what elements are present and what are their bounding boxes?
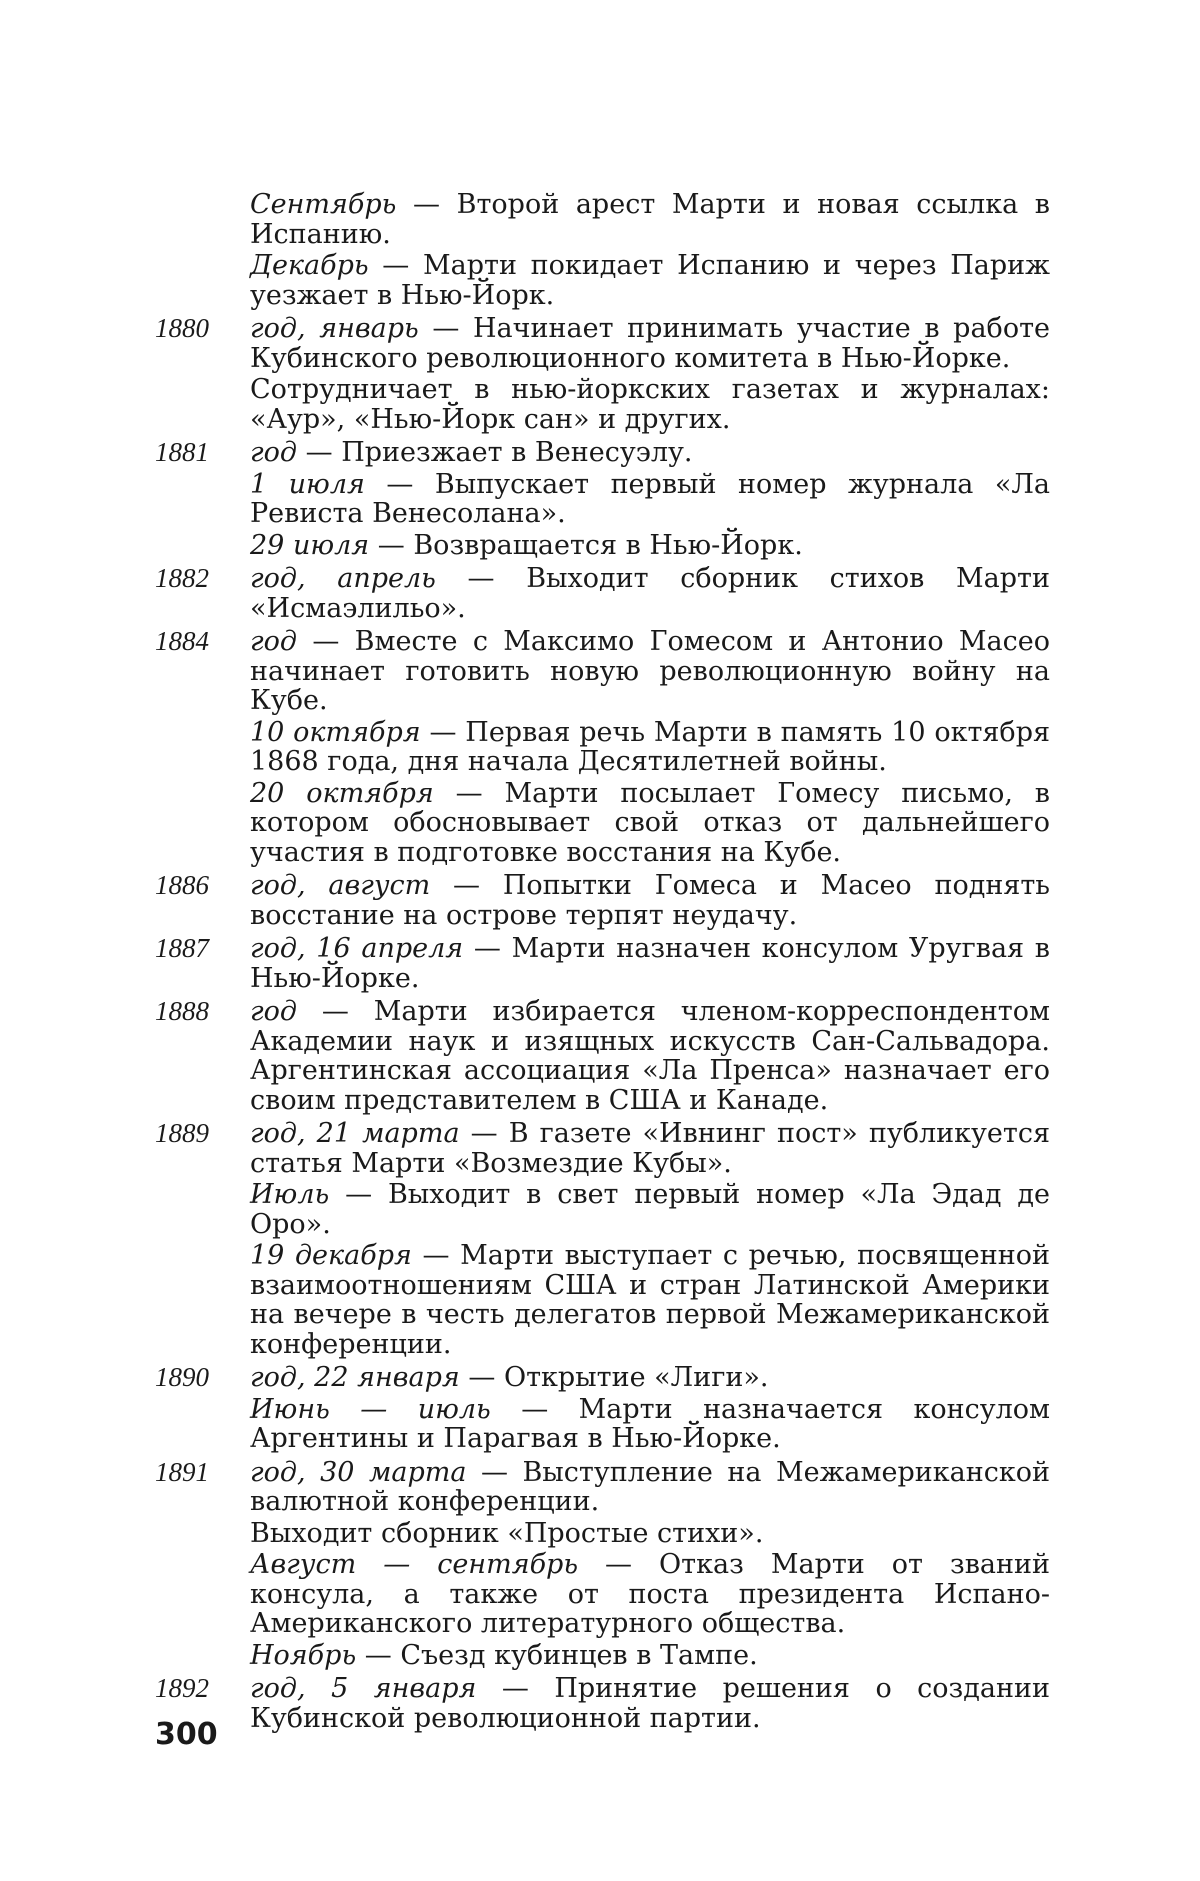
entry-paragraph: год, апрель — Выходит сборник стихов Марти «Исмаэлильо». — [250, 564, 1050, 623]
entry-text: Марти назначен консулом Уругвая в Нью-Йорке. — [250, 933, 1050, 994]
entry-paragraph: год, 30 марта — Выступление на Межамериканской валютной конференции. — [250, 1458, 1050, 1517]
entry-date: 1 июля — [250, 469, 365, 500]
entry-text: Первая речь Марти в память 10 октября 1868 года, дня начала Десятилетней войны. — [250, 717, 1050, 778]
entry-paragraph: Сентябрь — Второй арест Марти и новая ссылка в Испанию. — [250, 190, 1050, 249]
entry-paragraph: Декабрь — Марти покидает Испанию и через Париж уезжает в Нью-Йорк. — [250, 251, 1050, 310]
entry-paragraph: Июнь — июль — Марти назначается консулом Аргентины и Парагвая в Нью-Йорке. — [250, 1395, 1050, 1454]
entry-paragraph: год, 22 января — Открытие «Лиги». — [250, 1363, 1050, 1393]
entry-year: 1890 — [155, 1363, 209, 1393]
entry-date: Ноябрь — [250, 1640, 356, 1671]
entry-date: Сентябрь — [250, 189, 396, 220]
entry-text: Марти избирается членом-корреспондентом Академии наук и изящных искусств Сан-Сальвадора. Аргентинская ассоциация «Ла Пренса» назначает его своим представителем в США и Канаде. — [250, 996, 1050, 1116]
entry-paragraph: год — Приезжает в Венесуэлу. — [250, 438, 1050, 468]
entry-text: Вместе с Максимо Гомесом и Антонио Масео начинает готовить новую революционную войну на Кубе. — [250, 626, 1050, 716]
entry-paragraph — [250, 375, 1050, 434]
entry-text: Второй арест Марти и новая ссылка в Испанию. — [250, 189, 1050, 250]
entry-date: 10 октября — [250, 717, 421, 748]
entry-paragraph: год, 16 апреля — Марти назначен консулом Уругвая в Нью-Йорке. — [250, 934, 1050, 993]
entry-date: год, август — [250, 870, 430, 901]
entry-text: Выходит сборник «Простые стихи». — [250, 1518, 763, 1549]
entry-paragraph: год, 5 января — Принятие решения о создании Кубинской революционной партии. — [250, 1674, 1050, 1733]
entry-text: Марти назначается консулом Аргентины и Парагвая в Нью-Йорке. — [250, 1394, 1050, 1455]
chronology-entry — [155, 1119, 1050, 1359]
entry-paragraph: год — Вместе с Максимо Гомесом и Антонио Масео начинает готовить новую революционную войну на Кубе. — [250, 627, 1050, 716]
entry-text: В газете «Ивнинг пост» публикуется статья Марти «Возмездие Кубы». — [250, 1118, 1050, 1179]
entry-paragraph: 29 июля — Возвращается в Нью-Йорк. — [250, 531, 1050, 561]
entry-text: Принятие решения о создании Кубинской революционной партии. — [250, 1673, 1050, 1734]
entry-paragraph: 20 октября — Марти посылает Гомесу письмо, в котором обосновывает свой отказ от дальнейшего участия в подготовке восстания на Кубе. — [250, 779, 1050, 868]
entry-paragraph — [250, 1519, 1050, 1549]
entry-paragraph: 10 октября — Первая речь Марти в память 10 октября 1868 года, дня начала Десятилетней войны. — [250, 718, 1050, 777]
entry-paragraph: год, 21 марта — В газете «Ивнинг пост» публикуется статья Марти «Возмездие Кубы». — [250, 1119, 1050, 1178]
entry-date: год, 16 апреля — [250, 933, 463, 964]
chronology-entry — [155, 190, 1050, 310]
entry-year: 1882 — [155, 564, 209, 594]
entry-year: 1888 — [155, 997, 209, 1027]
chronology-entry — [155, 1363, 1050, 1454]
entry-paragraph: год, январь — Начинает принимать участие в работе Кубинского революционного комитета в Нью-Йорке. — [250, 314, 1050, 373]
entry-paragraph: Август — сентябрь — Отказ Марти от званий консула, а также от поста президента Испано-Американского литературного общества. — [250, 1550, 1050, 1639]
chronology-entry — [155, 438, 1050, 560]
entry-date: Август — сентябрь — [250, 1549, 578, 1580]
entry-text: Выходит в свет первый номер «Ла Эдад де Оро». — [250, 1179, 1050, 1240]
entry-date: год, 21 марта — [250, 1118, 460, 1149]
entry-text: Открытие «Лиги». — [504, 1362, 769, 1393]
entry-date: год, 22 января — [250, 1362, 460, 1393]
entry-text: Начинает принимать участие в работе Кубинского революционного комитета в Нью-Йорке. — [250, 313, 1050, 374]
entry-year: 1891 — [155, 1458, 209, 1488]
entry-text: Марти выступает с речью, посвященной взаимоотношениям США и стран Латинской Америки на вечере в честь делегатов первой Межамериканской конференции. — [250, 1240, 1050, 1360]
entry-date: Июль — [250, 1179, 329, 1210]
entry-text: Выходит сборник стихов Марти «Исмаэлильо». — [250, 563, 1050, 624]
entry-date: год — [250, 437, 297, 468]
entry-paragraph: год, август — Попытки Гомеса и Масео поднять восстание на острове терпят неудачу. — [250, 871, 1050, 930]
entry-paragraph: 1 июля — Выпускает первый номер журнала «Ла Ревиста Венесолана». — [250, 470, 1050, 529]
entry-text: Попытки Гомеса и Масео поднять восстание на острове терпят неудачу. — [250, 870, 1050, 931]
book-page — [0, 0, 1200, 1881]
entry-date: Декабрь — [250, 250, 369, 281]
entry-text: Съезд кубинцев в Тампе. — [400, 1640, 757, 1671]
chronology-entry — [155, 934, 1050, 993]
entry-text: Приезжает в Венесуэлу. — [341, 437, 692, 468]
entry-year: 1889 — [155, 1119, 209, 1149]
entry-paragraph: 19 декабря — Марти выступает с речью, посвященной взаимоотношениям США и стран Латинской Америки на вечере в честь делегатов первой Межамериканской конференции. — [250, 1241, 1050, 1359]
entry-paragraph: год — Марти избирается членом-корреспондентом Академии наук и изящных искусств Сан-Сальвадора. Аргентинская ассоциация «Ла Пренса» назначает его своим представителем в США и Канаде. — [250, 997, 1050, 1115]
entry-date: год, 5 января — [250, 1673, 476, 1704]
entry-text: Выступление на Межамериканской валютной конференции. — [250, 1457, 1050, 1518]
entry-year: 1886 — [155, 871, 209, 901]
entry-year: 1892 — [155, 1674, 209, 1704]
entry-text: Возвращается в Нью-Йорк. — [413, 530, 802, 561]
entry-text: Сотрудничает в нью-йоркских газетах и журналах: «Аур», «Нью-Йорк сан» и других. — [250, 374, 1050, 435]
chronology — [155, 190, 1050, 1733]
entry-paragraph: Ноябрь — Съезд кубинцев в Тампе. — [250, 1641, 1050, 1671]
entry-date: год, 30 марта — [250, 1457, 466, 1488]
chronology-entry — [155, 1674, 1050, 1733]
chronology-entry — [155, 564, 1050, 623]
entry-date: 20 октября — [250, 778, 434, 809]
chronology-entry — [155, 314, 1050, 434]
entry-year: 1881 — [155, 438, 209, 468]
entry-date: год — [250, 626, 297, 657]
entry-year: 1887 — [155, 934, 209, 964]
entry-year: 1884 — [155, 627, 209, 657]
entry-text: Отказ Марти от званий консула, а также от поста президента Испано-Американского литературного общества. — [250, 1549, 1050, 1639]
entry-date: год, январь — [250, 313, 419, 344]
entry-text: Марти посылает Гомесу письмо, в котором обосновывает свой отказ от дальнейшего участия в подготовке восстания на Кубе. — [250, 778, 1050, 868]
entry-year: 1880 — [155, 314, 209, 344]
chronology-entry — [155, 871, 1050, 930]
entry-paragraph: Июль — Выходит в свет первый номер «Ла Эдад де Оро». — [250, 1180, 1050, 1239]
entry-date: 29 июля — [250, 530, 369, 561]
entry-date: 19 декабря — [250, 1240, 412, 1271]
entry-text: Марти покидает Испанию и через Париж уезжает в Нью-Йорк. — [250, 250, 1050, 311]
chronology-entry — [155, 1458, 1050, 1671]
chronology-entry — [155, 627, 1050, 867]
entry-date: Июнь — июль — [250, 1394, 491, 1425]
entry-text: Выпускает первый номер журнала «Ла Ревиста Венесолана». — [250, 469, 1050, 530]
entry-date: год, апрель — [250, 563, 436, 594]
entry-date: год — [250, 996, 297, 1027]
chronology-entry — [155, 997, 1050, 1115]
page-number: 300 — [155, 1717, 218, 1752]
